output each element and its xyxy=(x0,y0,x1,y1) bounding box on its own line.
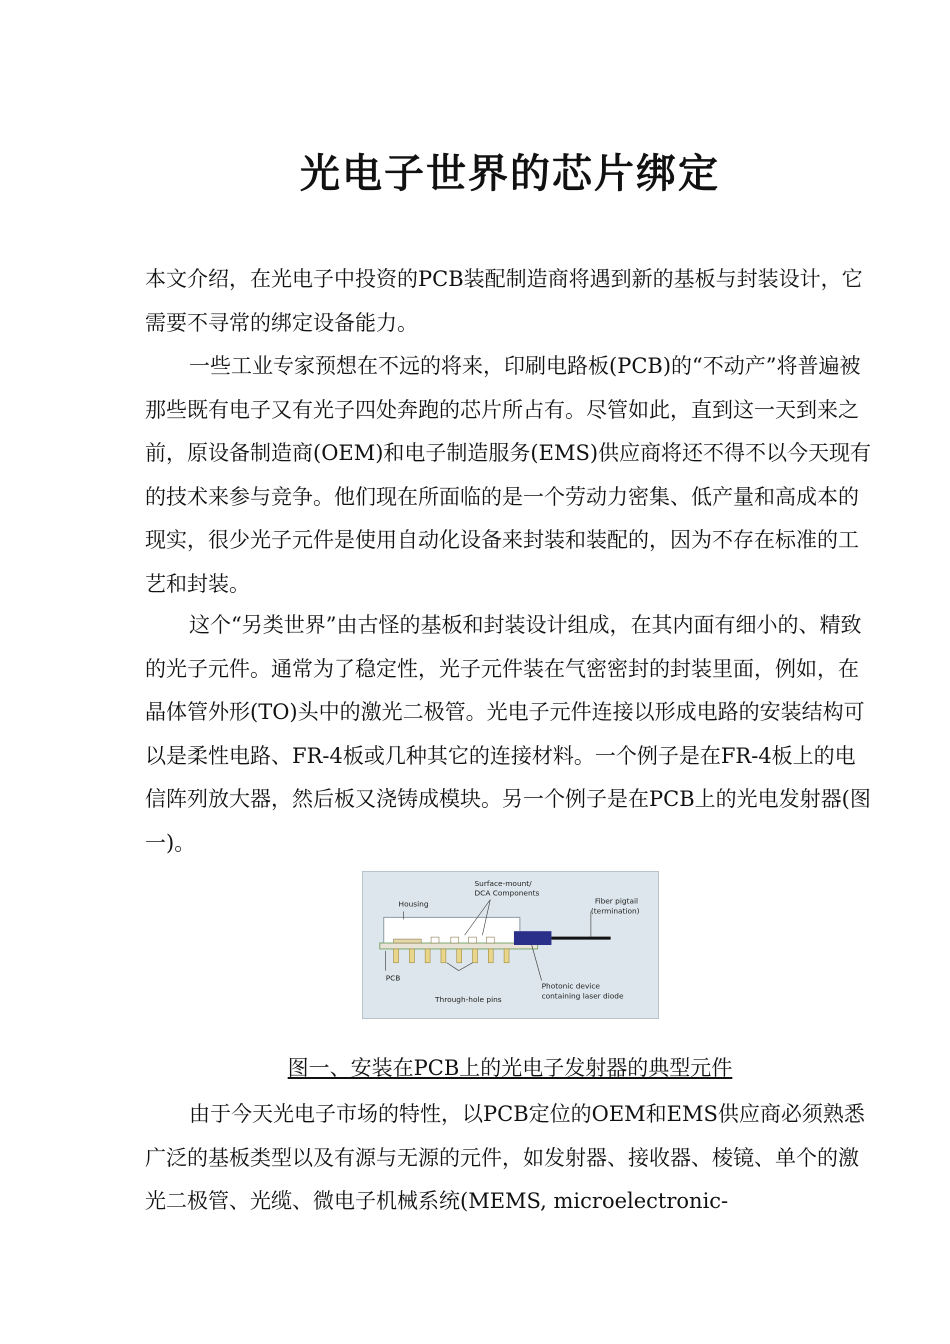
figure-caption: 图一、安装在PCB上的光电子发射器的典型元件 xyxy=(287,1056,733,1080)
label-photonic-1: Photonic device xyxy=(541,981,600,991)
body-paragraph-2: 这个“另类世界”由古怪的基板和封装设计组成，在其内面有细小的、精致的光子元件。通常为了稳定性，光子元件装在气密密封的封装里面，例如，在晶体管外形(TO)头中的激光二极管。光电子元件连接以形成电路的安装结构可以是柔性电路、FR-4板或几种其它的连接材料。一个例子是在FR-4板上的电信阵列放大器，然后板又浇铸成模块。另一个例子是在PCB上的光电发射器(图一)。 xyxy=(145,613,871,855)
smt-component-shape xyxy=(451,937,459,943)
figure-optoelectronic-transmitter xyxy=(362,871,659,1019)
label-fiber-1: Fiber pigtail xyxy=(594,896,639,906)
label-surface-mount-2: DCA Components xyxy=(474,888,540,898)
label-pcb: PCB xyxy=(385,973,401,983)
smt-component-shape xyxy=(431,937,439,943)
smt-component-shape xyxy=(469,937,477,943)
through-hole-pins-shape xyxy=(394,949,509,963)
label-housing: Housing xyxy=(398,899,429,909)
document-title: 光电子世界的芯片绑定 xyxy=(300,150,720,197)
label-fiber-2: (termination) xyxy=(590,906,640,916)
body-paragraph-1: 一些工业专家预想在不远的将来，印刷电路板(PCB)的“不动产”将普遍被那些既有电子又有光子四处奔跑的芯片所占有。尽管如此，直到这一天到来之前，原设备制造商(OEM)和电子制造服务(EMS)供应商将还不得不以今天现有的技术来参与竞争。他们现在所面临的是一个劳动力密集、低产量和高成本的现实，很少光子元件是使用自动化设备来封装和装配的，因为不存在标准的工艺和封装。 xyxy=(145,354,872,596)
label-photonic-2: containing laser diode xyxy=(541,991,624,1001)
photonic-device-shape xyxy=(514,931,551,945)
smt-component-shape xyxy=(394,939,422,943)
figure-diagram xyxy=(363,872,658,1018)
smt-component-shape xyxy=(486,937,494,943)
body-paragraph-3: 由于今天光电子市场的特性，以PCB定位的OEM和EMS供应商必须熟悉广泛的基板类型以及有源与无源的元件，如发射器、接收器、棱镜、单个的激光二极管、光缆、微电子机械系统(MEMS, microelectronic- xyxy=(145,1102,865,1213)
label-surface-mount-1: Surface-mount/ xyxy=(474,878,532,888)
label-through-hole: Through-hole pins xyxy=(435,995,502,1005)
intro-paragraph: 本文介绍，在光电子中投资的PCB装配制造商将遇到新的基板与封装设计，它需要不寻常的绑定设备能力。 xyxy=(145,267,863,335)
